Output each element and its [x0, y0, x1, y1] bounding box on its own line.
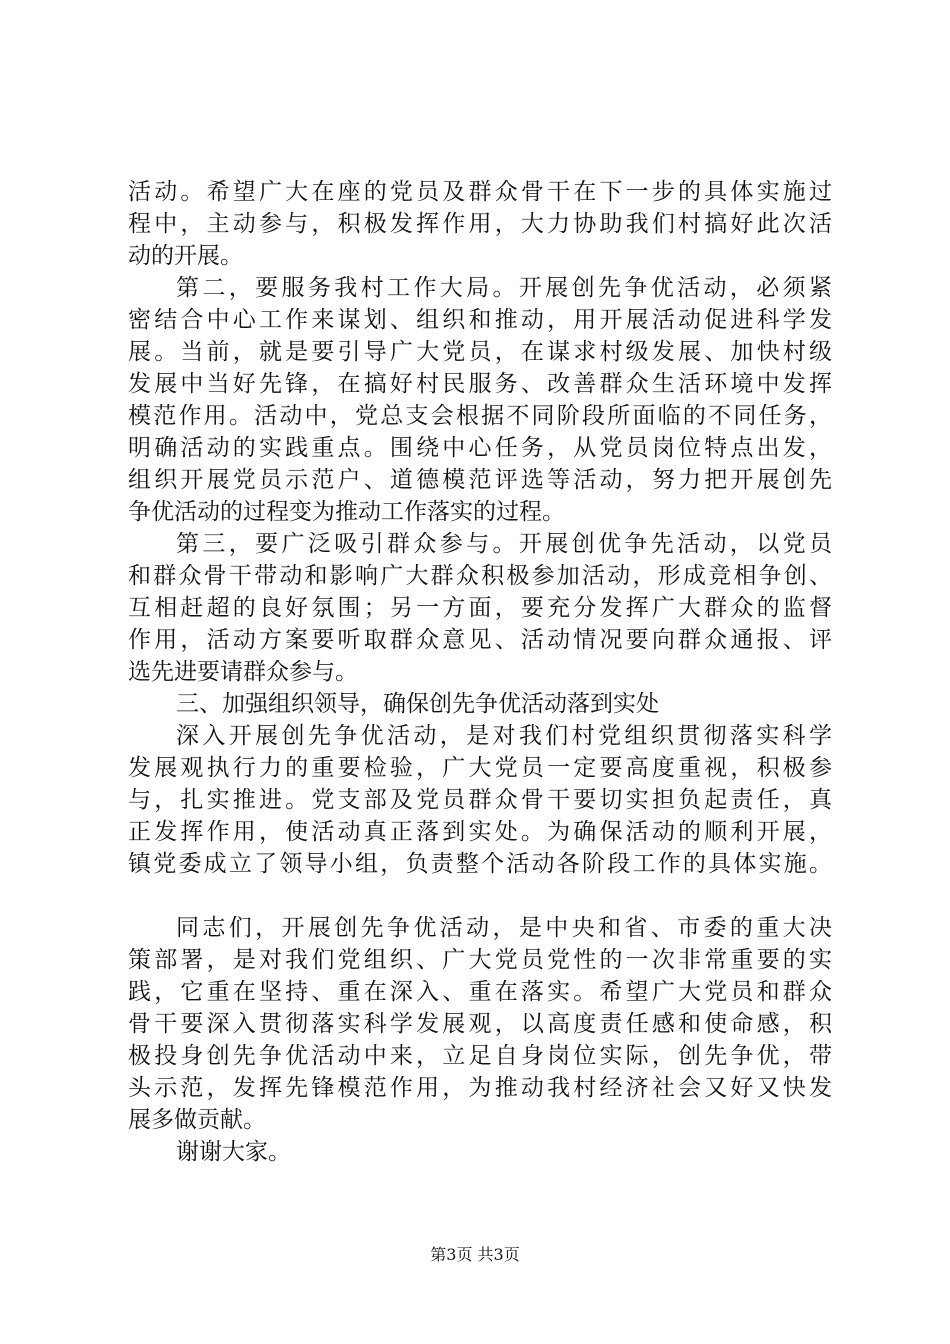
text-line: 第二，要服务我村工作大局。开展创先争优活动，必须紧	[176, 275, 832, 301]
text-line: 头示范，发挥先锋模范作用，为推动我村经济社会又好又快发	[128, 1075, 832, 1101]
text-line: 正发挥作用，使活动真正落到实处。为确保活动的顺利开展，	[128, 819, 832, 845]
text-line: 活动。希望广大在座的党员及群众骨干在下一步的具体实施过	[128, 179, 832, 205]
text-line: 密结合中心工作来谋划、组织和推动，用开展活动促进科学发	[128, 307, 832, 333]
text-line: 同志们，开展创先争优活动，是中央和省、市委的重大决	[176, 915, 832, 941]
text-line: 互相赶超的良好氛围；另一方面，要充分发挥广大群众的监督	[128, 595, 832, 621]
text-line: 发展中当好先锋，在搞好村民服务、改善群众生活环境中发挥	[128, 371, 832, 397]
text-line: 践，它重在坚持、重在深入、重在落实。希望广大党员和群众	[128, 979, 832, 1005]
text-line: 谢谢大家。	[176, 1139, 291, 1165]
text-line: 争优活动的过程变为推动工作落实的过程。	[128, 499, 565, 525]
text-line: 深入开展创先争优活动，是对我们村党组织贯彻落实科学	[176, 723, 832, 749]
text-line: 模范作用。活动中，党总支会根据不同阶段所面临的不同任务，	[128, 403, 832, 429]
text-line: 极投身创先争优活动中来，立足自身岗位实际，创先争优，带	[128, 1043, 832, 1069]
text-line: 和群众骨干带动和影响广大群众积极参加活动，形成竞相争创、	[128, 563, 832, 589]
text-line: 程中，主动参与，积极发挥作用，大力协助我们村搞好此次活	[128, 211, 832, 237]
text-line: 动的开展。	[128, 243, 243, 269]
text-line: 骨干要深入贯彻落实科学发展观，以高度责任感和使命感，积	[128, 1011, 832, 1037]
text-line: 策部署，是对我们党组织、广大党员党性的一次非常重要的实	[128, 947, 832, 973]
text-line: 选先进要请群众参与。	[128, 659, 358, 685]
text-line: 镇党委成立了领导小组，负责整个活动各阶段工作的具体实施。	[128, 851, 832, 877]
document-body	[128, 176, 832, 1168]
text-line: 明确活动的实践重点。围绕中心任务，从党员岗位特点出发，	[128, 435, 832, 461]
text-line: 组织开展党员示范户、道德模范评选等活动，努力把开展创先	[128, 467, 832, 493]
text-line: 与，扎实推进。党支部及党员群众骨干要切实担负起责任，真	[128, 787, 832, 813]
text-line: 三、加强组织领导，确保创先争优活动落到实处	[176, 691, 659, 717]
text-line: 展多做贡献。	[128, 1107, 266, 1133]
page-footer: 第3页 共3页	[430, 1245, 520, 1264]
blank-line	[128, 880, 832, 912]
text-line: 展。当前，就是要引导广大党员，在谋求村级发展、加快村级	[128, 339, 832, 365]
text-line: 作用，活动方案要听取群众意见、活动情况要向群众通报、评	[128, 627, 832, 653]
text-line: 发展观执行力的重要检验，广大党员一定要高度重视，积极参	[128, 755, 832, 781]
text-line: 第三，要广泛吸引群众参与。开展创优争先活动，以党员	[176, 531, 832, 557]
